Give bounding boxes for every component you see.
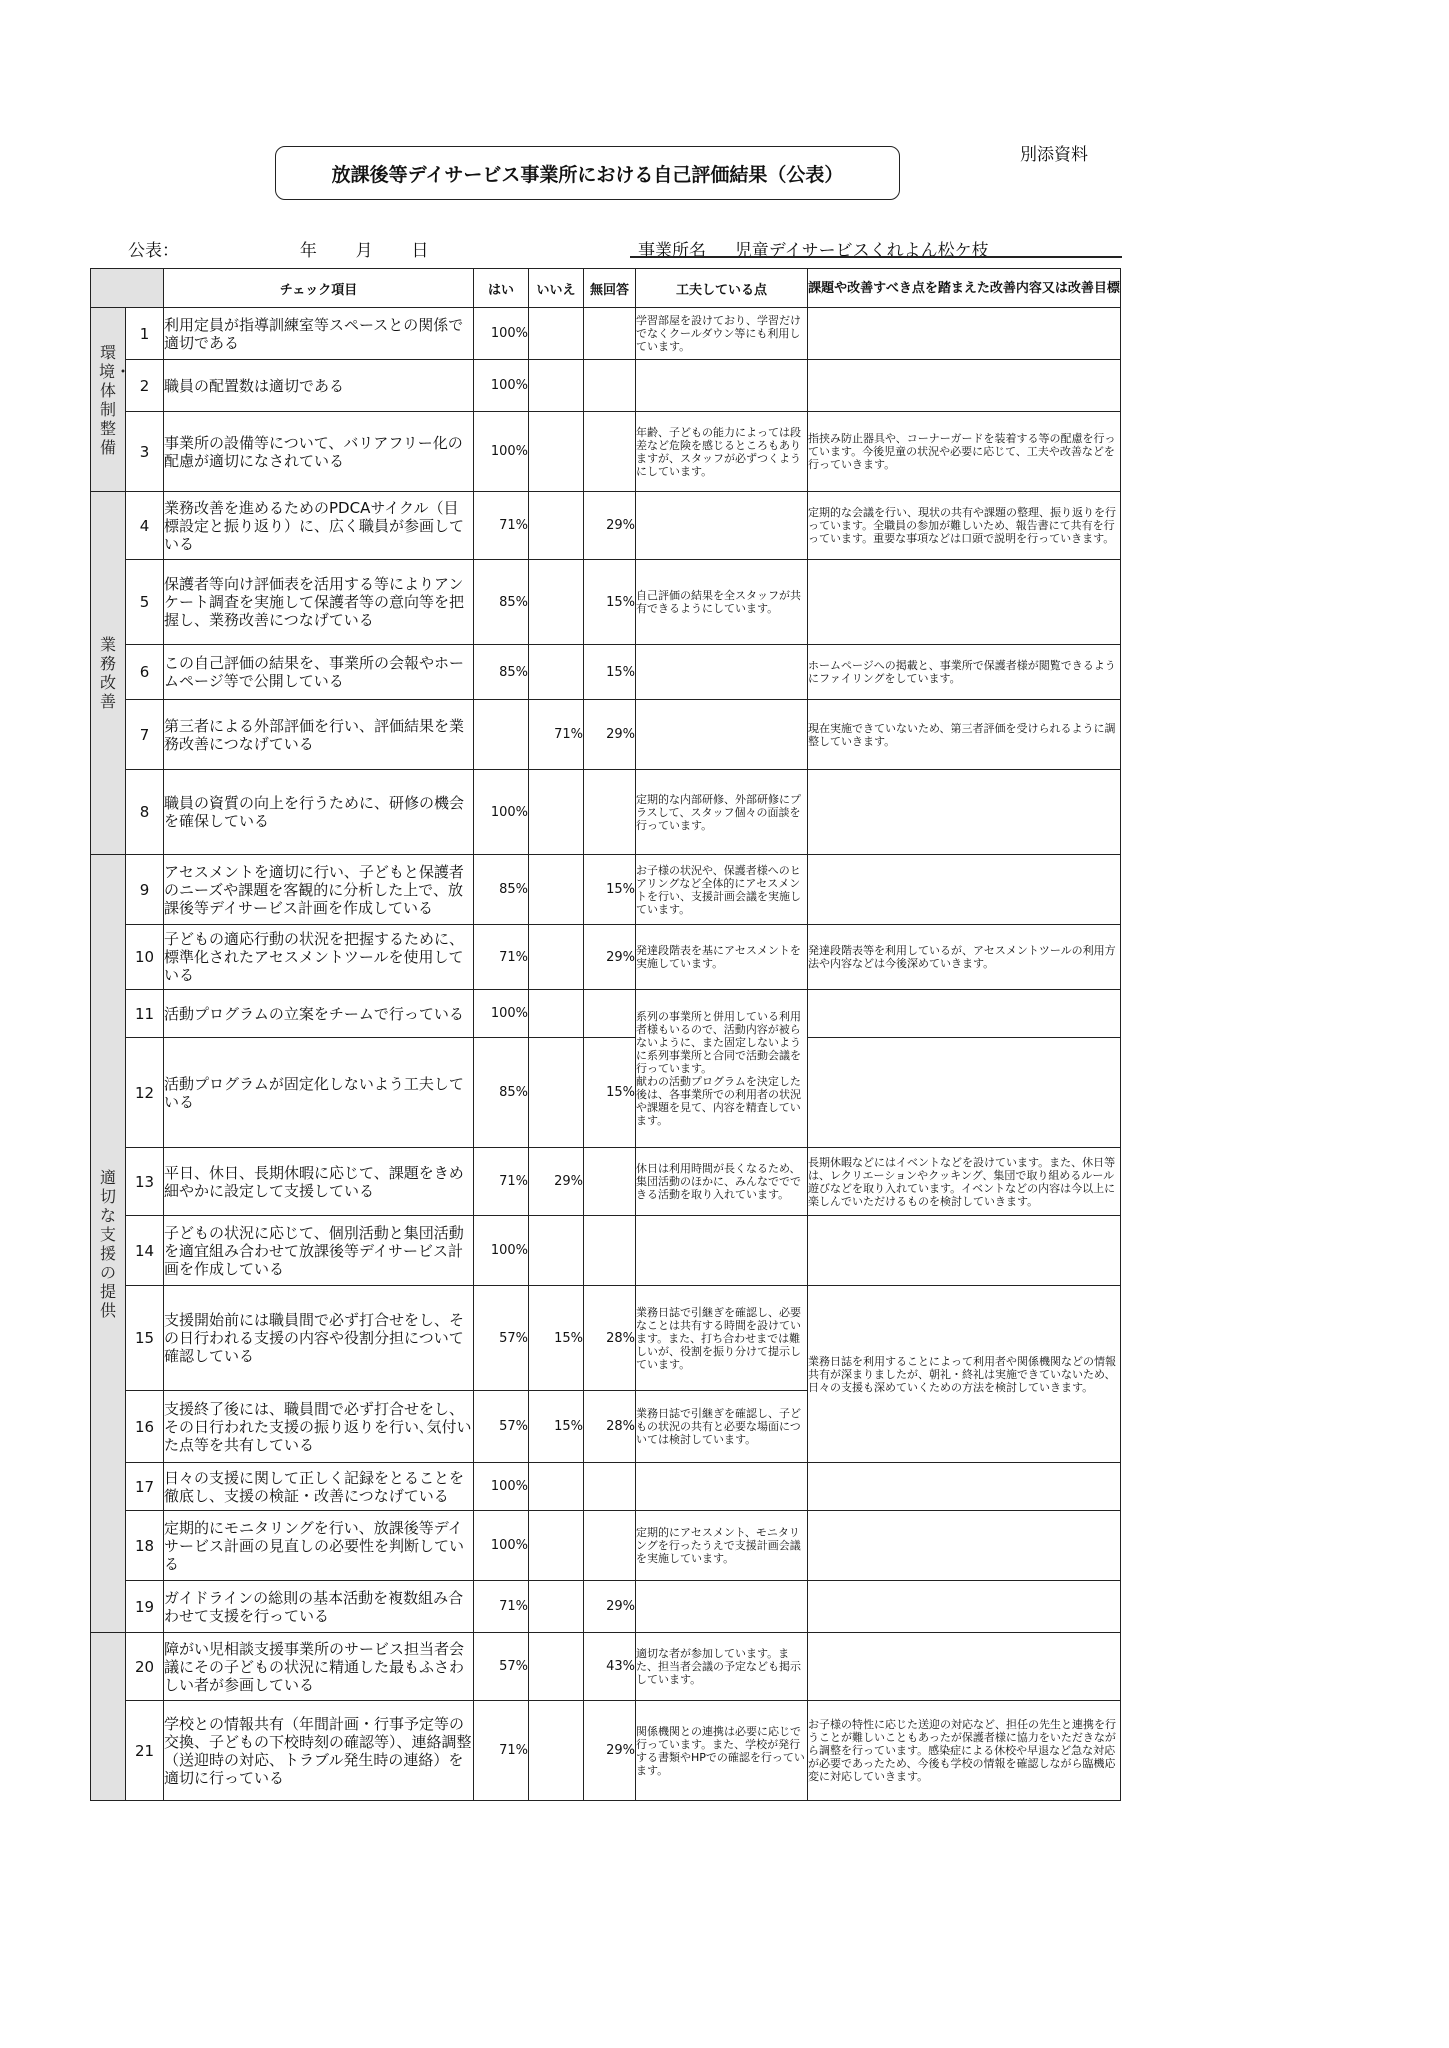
table-row bbox=[91, 1286, 1121, 1391]
check-item: ガイドラインの総則の基本活動を複数組み合わせて支援を行っている bbox=[164, 1581, 474, 1633]
yes-pct: 100% bbox=[474, 1511, 529, 1581]
row-number: 14 bbox=[126, 1216, 164, 1286]
row-number: 9 bbox=[126, 855, 164, 925]
no-pct bbox=[529, 1216, 584, 1286]
row-number: 10 bbox=[126, 925, 164, 990]
improve-note bbox=[808, 990, 1121, 1038]
yes-pct: 100% bbox=[474, 990, 529, 1038]
no-pct bbox=[529, 1038, 584, 1148]
improve-note: 現在実施できていないため、第三者評価を受けられるように調整していきます。 bbox=[808, 700, 1121, 770]
table-row bbox=[91, 1148, 1121, 1216]
no-pct: 71% bbox=[529, 700, 584, 770]
improve-note bbox=[808, 1633, 1121, 1701]
row-number: 13 bbox=[126, 1148, 164, 1216]
no-answer-pct: 28% bbox=[584, 1286, 636, 1391]
no-pct bbox=[529, 855, 584, 925]
no-pct bbox=[529, 560, 584, 645]
check-item: この自己評価の結果を、事業所の会報やホームページ等で公開している bbox=[164, 645, 474, 700]
improve-note: 定期的な会議を行い、現状の共有や課題の整理、振り返りを行っています。全職員の参加が難しいため、報告書にて共有を行っています。重要な事項などは口頭で説明を行っていきます。 bbox=[808, 492, 1121, 560]
effort-note: 休日は利用時間が長くなるため、集団活動のほかに、みんなででできる活動を取り入れています。 bbox=[636, 1148, 808, 1216]
no-pct bbox=[529, 1581, 584, 1633]
no-answer-pct: 28% bbox=[584, 1391, 636, 1463]
table-row bbox=[91, 1633, 1121, 1701]
check-item: 職員の資質の向上を行うために、研修の機会を確保している bbox=[164, 770, 474, 855]
effort-note bbox=[636, 1463, 808, 1511]
no-answer-pct: 29% bbox=[584, 700, 636, 770]
header-no-answer: 無回答 bbox=[584, 269, 636, 308]
yes-pct: 71% bbox=[474, 1581, 529, 1633]
improve-note bbox=[808, 560, 1121, 645]
effort-note bbox=[636, 700, 808, 770]
appendix-label: 別添資料 bbox=[1020, 145, 1088, 165]
table-row bbox=[91, 925, 1121, 990]
check-item: 職員の配置数は適切である bbox=[164, 360, 474, 412]
effort-note: 適切な者が参加しています。また、担当者会議の予定なども掲示しています。 bbox=[636, 1633, 808, 1701]
effort-note: 業務日誌で引継ぎを確認し、子どもの状況の共有と必要な場面については検討しています。 bbox=[636, 1391, 808, 1463]
yes-pct: 85% bbox=[474, 560, 529, 645]
table-row bbox=[91, 645, 1121, 700]
effort-note bbox=[636, 1581, 808, 1633]
effort-note bbox=[636, 645, 808, 700]
effort-note: 関係機関との連携は必要に応じで行っています。また、学校が発行する書類やHPでの確認を行っています。 bbox=[636, 1701, 808, 1801]
no-answer-pct: 29% bbox=[584, 1701, 636, 1801]
document-title: 放課後等デイサービス事業所における自己評価結果（公表） bbox=[275, 146, 900, 200]
evaluation-table bbox=[90, 268, 1121, 1801]
publication-year: 年 bbox=[299, 241, 317, 261]
no-answer-pct bbox=[584, 1216, 636, 1286]
table-row bbox=[91, 1463, 1121, 1511]
table-row bbox=[91, 855, 1121, 925]
effort-note: 業務日誌で引継ぎを確認し、必要なことは共有する時間を設けています。また、打ち合わせまでは難しいが、役割を振り分けて提示しています。 bbox=[636, 1286, 808, 1391]
improve-note bbox=[808, 1581, 1121, 1633]
effort-note: 発達段階表を基にアセスメントを実施しています。 bbox=[636, 925, 808, 990]
row-number: 18 bbox=[126, 1511, 164, 1581]
check-item: 事業所の設備等について、バリアフリー化の配慮が適切になされている bbox=[164, 412, 474, 492]
header-improvement: 課題や改善すべき点を踏まえた改善内容又は改善目標 bbox=[808, 269, 1121, 308]
no-answer-pct bbox=[584, 360, 636, 412]
no-answer-pct: 15% bbox=[584, 560, 636, 645]
row-number: 7 bbox=[126, 700, 164, 770]
improve-note bbox=[808, 1511, 1121, 1581]
yes-pct: 100% bbox=[474, 308, 529, 360]
improve-note bbox=[808, 360, 1121, 412]
table-row bbox=[91, 412, 1121, 492]
no-answer-pct: 15% bbox=[584, 1038, 636, 1148]
effort-note-11: 系列の事業所と併用している利用者様もいるので、活動内容が被らないように、また固定しないように系列事業所と合同で活動会議を行っています。 bbox=[636, 1010, 801, 1075]
improve-note: 長期休暇などにはイベントなどを設けています。また、休日等は、レクリエーションやクッキング、集団で取り組めるルール遊びなどを取り入れています。イベントなどの内容は今以上に楽しんでいただけるものを検討していきます。 bbox=[808, 1148, 1121, 1216]
no-answer-pct bbox=[584, 770, 636, 855]
check-item: 子どもの適応行動の状況を把握するために、標準化されたアセスメントツールを使用している bbox=[164, 925, 474, 990]
row-number: 17 bbox=[126, 1463, 164, 1511]
yes-pct: 71% bbox=[474, 925, 529, 990]
no-pct bbox=[529, 492, 584, 560]
check-item: 平日、休日、長期休暇に応じて、課題をきめ細やかに設定して支援している bbox=[164, 1148, 474, 1216]
check-item: 活動プログラムが固定化しないよう工夫している bbox=[164, 1038, 474, 1148]
row-number: 2 bbox=[126, 360, 164, 412]
header-check-item: チェック項目 bbox=[164, 269, 474, 308]
effort-note: 学習部屋を設けており、学習だけでなくクールダウン等にも利用しています。 bbox=[636, 308, 808, 360]
yes-pct: 100% bbox=[474, 1463, 529, 1511]
table-row bbox=[91, 1581, 1121, 1633]
effort-note-11-12 bbox=[636, 990, 808, 1148]
row-number: 15 bbox=[126, 1286, 164, 1391]
category-appropriate-support: 適切な支援の提供 bbox=[91, 855, 126, 1633]
publication-date bbox=[128, 236, 428, 261]
no-answer-pct bbox=[584, 1463, 636, 1511]
check-item: 第三者による外部評価を行い、評価結果を業務改善につなげている bbox=[164, 700, 474, 770]
office-label: 事業所名 bbox=[638, 241, 706, 261]
effort-note: 定期的な内部研修、外部研修にプラスして、スタッフ個々の面談を行っています。 bbox=[636, 770, 808, 855]
no-answer-pct: 29% bbox=[584, 492, 636, 560]
check-item: アセスメントを適切に行い、子どもと保護者のニーズや課題を客観的に分析した上で、放課後等デイサービス計画を作成している bbox=[164, 855, 474, 925]
table-row bbox=[91, 1038, 1121, 1148]
table-row bbox=[91, 990, 1121, 1038]
yes-pct: 57% bbox=[474, 1633, 529, 1701]
no-answer-pct bbox=[584, 1148, 636, 1216]
effort-note bbox=[636, 360, 808, 412]
no-answer-pct: 29% bbox=[584, 925, 636, 990]
check-item: 定期的にモニタリングを行い、放課後等デイサービス計画の見直しの必要性を判断している bbox=[164, 1511, 474, 1581]
no-pct bbox=[529, 1511, 584, 1581]
no-pct bbox=[529, 412, 584, 492]
table-header-row bbox=[91, 269, 1121, 308]
no-answer-pct: 15% bbox=[584, 855, 636, 925]
yes-pct: 57% bbox=[474, 1286, 529, 1391]
no-pct bbox=[529, 308, 584, 360]
yes-pct: 100% bbox=[474, 412, 529, 492]
check-item: 利用定員が指導訓練室等スペースとの関係で適切である bbox=[164, 308, 474, 360]
yes-pct: 100% bbox=[474, 770, 529, 855]
header-efforts: 工夫している点 bbox=[636, 269, 808, 308]
no-answer-pct bbox=[584, 1511, 636, 1581]
table-row bbox=[91, 770, 1121, 855]
office-underline bbox=[630, 256, 1122, 258]
yes-pct: 100% bbox=[474, 1216, 529, 1286]
yes-pct: 85% bbox=[474, 645, 529, 700]
category-environment: 環境・体制整備 bbox=[91, 308, 126, 492]
header-yes: はい bbox=[474, 269, 529, 308]
improve-note-15-16: 業務日誌を利用することによって利用者や関係機関などの情報共有が深まりましたが、朝礼・終礼は実施できていないため、日々の支援も深めていくための方法を検討していきます。 bbox=[808, 1286, 1121, 1463]
publication-day: 日 bbox=[411, 241, 429, 261]
yes-pct: 71% bbox=[474, 1701, 529, 1801]
improve-note bbox=[808, 1216, 1121, 1286]
row-number: 1 bbox=[126, 308, 164, 360]
yes-pct: 100% bbox=[474, 360, 529, 412]
improve-note bbox=[808, 1463, 1121, 1511]
no-answer-pct bbox=[584, 990, 636, 1038]
effort-note bbox=[636, 1216, 808, 1286]
yes-pct: 85% bbox=[474, 1038, 529, 1148]
row-number: 20 bbox=[126, 1633, 164, 1701]
row-number: 8 bbox=[126, 770, 164, 855]
row-number: 4 bbox=[126, 492, 164, 560]
row-number: 19 bbox=[126, 1581, 164, 1633]
table-row bbox=[91, 492, 1121, 560]
improve-note: ホームページへの掲載と、事業所で保護者様が閲覧できるようにファイリングをしています。 bbox=[808, 645, 1121, 700]
table-row bbox=[91, 1216, 1121, 1286]
check-item: 業務改善を進めるためのPDCAサイクル（目標設定と振り返り）に、広く職員が参画している bbox=[164, 492, 474, 560]
header-no: いいえ bbox=[529, 269, 584, 308]
publication-month: 月 bbox=[355, 241, 373, 261]
no-answer-pct: 15% bbox=[584, 645, 636, 700]
header-blank bbox=[91, 269, 164, 308]
effort-note bbox=[636, 492, 808, 560]
improve-note: 発達段階表等を利用しているが、アセスメントツールの利用方法や内容などは今後深めていきます。 bbox=[808, 925, 1121, 990]
improve-note: お子様の特性に応じた送迎の対応など、担任の先生と連携を行うことが難しいこともあったが保護者様に協力をいただきながら調整を行っています。感染症による休校や早退など急な対応が必要であったため、今後も学校の情報を確認しながら臨機応変に対応していきます。 bbox=[808, 1701, 1121, 1801]
check-item: 活動プログラムの立案をチームで行っている bbox=[164, 990, 474, 1038]
no-pct bbox=[529, 770, 584, 855]
row-number: 5 bbox=[126, 560, 164, 645]
table-row bbox=[91, 560, 1121, 645]
yes-pct: 71% bbox=[474, 492, 529, 560]
no-pct bbox=[529, 1701, 584, 1801]
row-number: 16 bbox=[126, 1391, 164, 1463]
row-number: 6 bbox=[126, 645, 164, 700]
yes-pct: 71% bbox=[474, 1148, 529, 1216]
check-item: 子どもの状況に応じて、個別活動と集団活動を適宜組み合わせて放課後等デイサービス計画を作成している bbox=[164, 1216, 474, 1286]
improve-note bbox=[808, 770, 1121, 855]
effort-note-12: 献わの活動プログラムを決定した後は、各事業所での利用者の状況や課題を見て、内容を精査しています。 bbox=[636, 1075, 801, 1127]
improve-note: 指挟み防止器具や、コーナーガードを装着する等の配慮を行っています。今後児童の状況や必要に応じて、工夫や改善などを行っていきます。 bbox=[808, 412, 1121, 492]
no-pct bbox=[529, 1633, 584, 1701]
no-pct bbox=[529, 990, 584, 1038]
table-row bbox=[91, 1511, 1121, 1581]
effort-note: 自己評価の結果を全スタッフが共有できるようにしています。 bbox=[636, 560, 808, 645]
category-unlabeled bbox=[91, 1633, 126, 1801]
no-pct bbox=[529, 925, 584, 990]
row-number: 12 bbox=[126, 1038, 164, 1148]
table-row bbox=[91, 1701, 1121, 1801]
row-number: 11 bbox=[126, 990, 164, 1038]
effort-note: お子様の状況や、保護者様へのヒアリングなど全体的にアセスメントを行い、支援計画会議を実施しています。 bbox=[636, 855, 808, 925]
effort-note: 年齢、子どもの能力によっては段差など危険を感じるところもありますが、スタッフが必ずつくようにしています。 bbox=[636, 412, 808, 492]
no-answer-pct: 29% bbox=[584, 1581, 636, 1633]
no-pct: 29% bbox=[529, 1148, 584, 1216]
no-pct bbox=[529, 1463, 584, 1511]
yes-pct bbox=[474, 700, 529, 770]
table-row bbox=[91, 700, 1121, 770]
check-item: 支援終了後には、職員間で必ず打合せをし、その日行われた支援の振り返りを行い､気付いた点等を共有している bbox=[164, 1391, 474, 1463]
no-answer-pct: 43% bbox=[584, 1633, 636, 1701]
office-name: 児童デイサービスくれよん松ケ枝 bbox=[734, 241, 989, 261]
effort-note: 定期的にアセスメント、モニタリングを行ったうえで支援計画会議を実施しています。 bbox=[636, 1511, 808, 1581]
publication-label: 公表： bbox=[128, 241, 179, 261]
row-number: 3 bbox=[126, 412, 164, 492]
no-answer-pct bbox=[584, 308, 636, 360]
no-pct: 15% bbox=[529, 1286, 584, 1391]
check-item: 支援開始前には職員間で必ず打合せをし、その日行われる支援の内容や役割分担について確認している bbox=[164, 1286, 474, 1391]
table-row bbox=[91, 308, 1121, 360]
improve-note bbox=[808, 308, 1121, 360]
check-item: 障がい児相談支援事業所のサービス担当者会議にその子どもの状況に精通した最もふさわしい者が参画している bbox=[164, 1633, 474, 1701]
no-pct bbox=[529, 360, 584, 412]
yes-pct: 85% bbox=[474, 855, 529, 925]
yes-pct: 57% bbox=[474, 1391, 529, 1463]
check-item: 日々の支援に関して正しく記録をとることを徹底し、支援の検証・改善につなげている bbox=[164, 1463, 474, 1511]
row-number: 21 bbox=[126, 1701, 164, 1801]
check-item: 保護者等向け評価表を活用する等によりアンケート調査を実施して保護者等の意向等を把握し、業務改善につなげている bbox=[164, 560, 474, 645]
no-answer-pct bbox=[584, 412, 636, 492]
improve-note bbox=[808, 855, 1121, 925]
no-pct: 15% bbox=[529, 1391, 584, 1463]
no-pct bbox=[529, 645, 584, 700]
table-row bbox=[91, 360, 1121, 412]
check-item: 学校との情報共有（年間計画・行事予定等の交換、子どもの下校時刻の確認等）、連絡調整（送迎時の対応、トラブル発生時の連絡）を適切に行っている bbox=[164, 1701, 474, 1801]
improve-note bbox=[808, 1038, 1121, 1148]
category-business-improvement: 業務改善 bbox=[91, 492, 126, 855]
